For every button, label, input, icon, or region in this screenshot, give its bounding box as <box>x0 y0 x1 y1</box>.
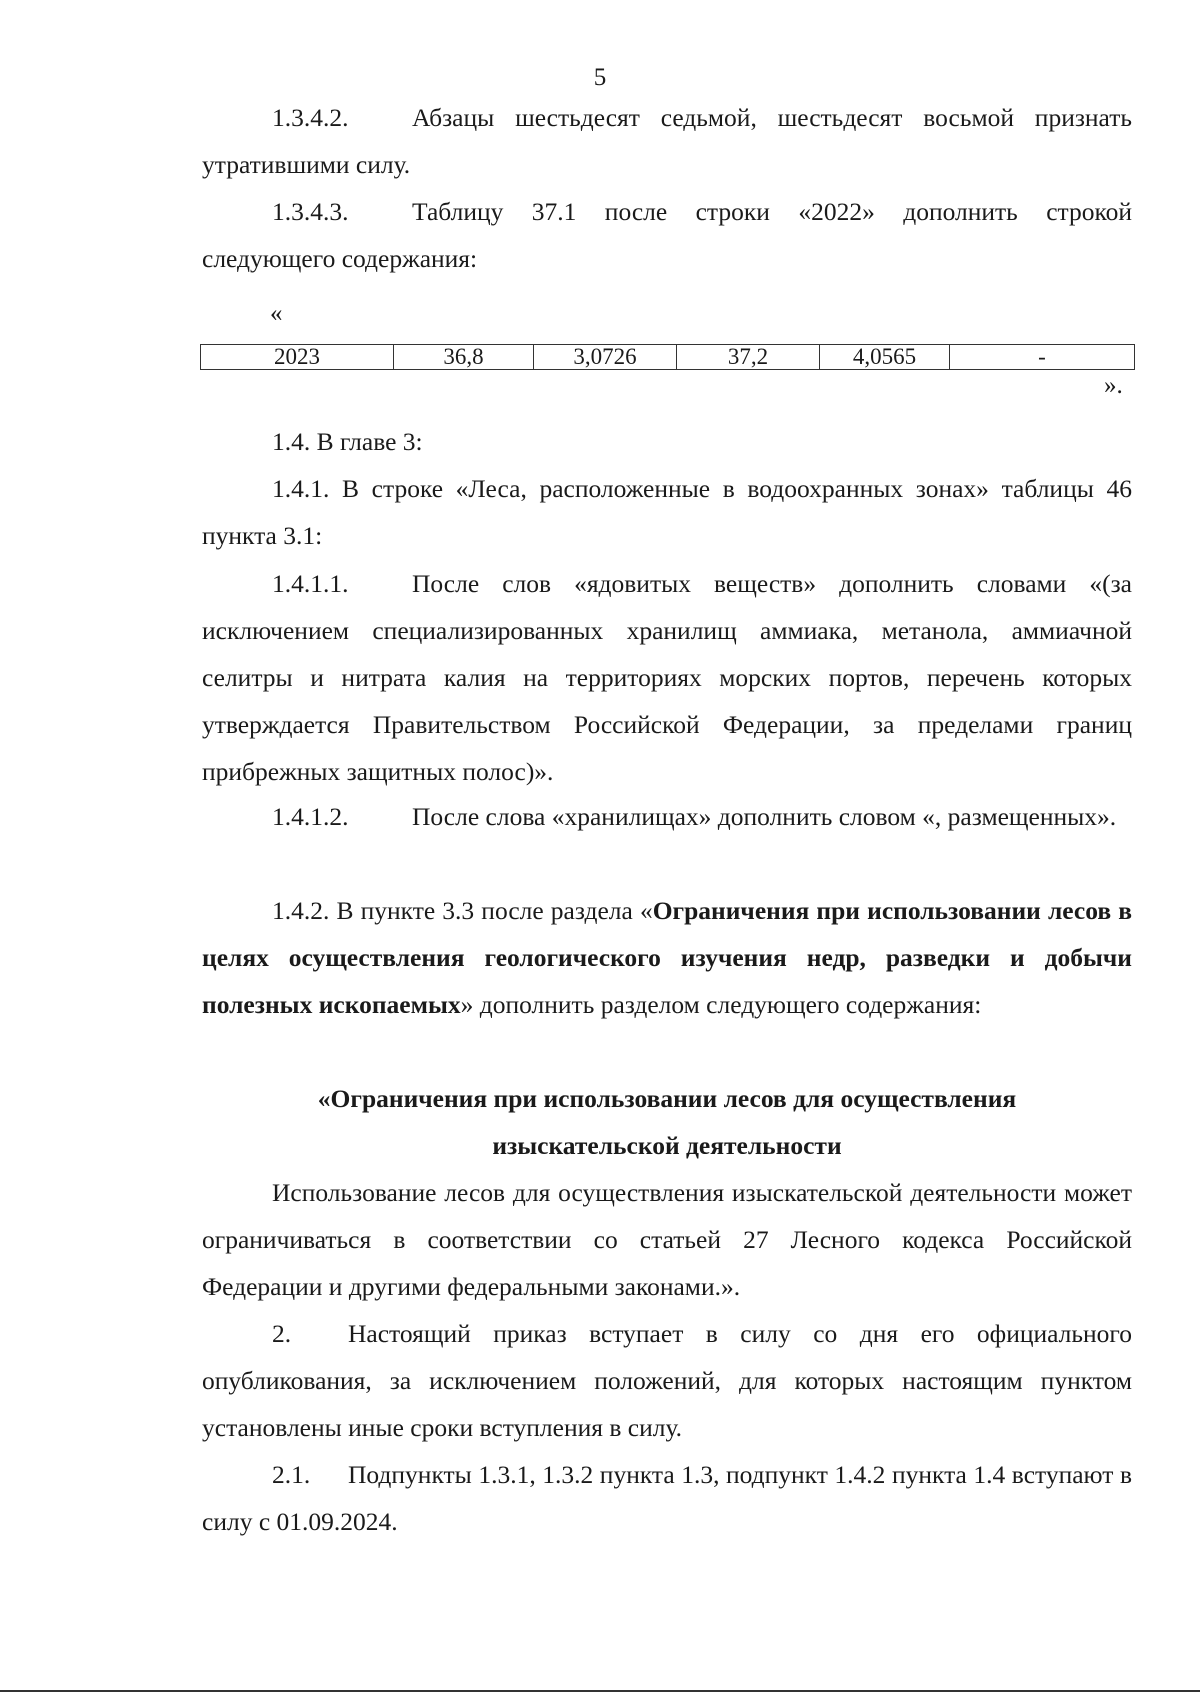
paragraph-text: Настоящий приказ вступает в силу со дня его официального опубликования, за исключением положений, для которых настоящим пунктом установлены иные сроки вступления в силу. <box>202 1319 1132 1442</box>
section-title-bold: Ограничения при использовании лесов в целях осуществления геологического изучения недр, разведки и добычи полезных ископаемых <box>202 896 1132 1019</box>
table-cell: 36,8 <box>394 345 534 370</box>
item-number: 1.3.4.2. <box>272 103 349 132</box>
item-number: 1.4.1.2. <box>272 802 349 831</box>
paragraph-text: Таблицу 37.1 после строки «2022» дополнить строкой следующего содержания: <box>202 197 1132 273</box>
table-cell: - <box>950 345 1135 370</box>
paragraph-text: Абзацы шестьдесят седьмой, шестьдесят восьмой признать утратившими силу. <box>202 103 1132 179</box>
paragraph-1-4-1-1 <box>202 560 1132 795</box>
paragraph-1-3-4-3 <box>202 188 1132 282</box>
paragraph-text: 1.4. В главе 3: <box>272 427 423 456</box>
item-number: 2. <box>272 1319 292 1348</box>
table-row <box>201 345 1135 370</box>
table-cell: 2023 <box>201 345 394 370</box>
paragraph-2-1 <box>202 1451 1132 1545</box>
table-cell: 4,0565 <box>820 345 950 370</box>
paragraph-text: 1.4.1. В строке «Леса, расположенные в водоохранных зонах» таблицы 46 пункта 3.1: <box>202 474 1132 550</box>
paragraph-1-3-4-2 <box>202 94 1132 188</box>
table-cell: 37,2 <box>677 345 820 370</box>
item-number: 1.4.1.1. <box>272 569 349 598</box>
item-number: 1.3.4.3. <box>272 197 349 226</box>
paragraph-2 <box>202 1310 1132 1451</box>
table-cell: 3,0726 <box>534 345 677 370</box>
paragraph-1-4-1 <box>202 465 1132 559</box>
item-number: 2.1. <box>272 1460 311 1489</box>
page-number: 5 <box>593 64 607 91</box>
paragraph-1-4-2 <box>202 887 1132 1028</box>
paragraph-text: Подпункты 1.3.1, 1.3.2 пункта 1.3, подпункт 1.4.2 пункта 1.4 вступают в силу с 01.09.2024. <box>202 1460 1132 1536</box>
paragraph-1-4 <box>202 418 1132 465</box>
heading-line-2: изыскательской деятельности <box>492 1131 842 1160</box>
heading-line-1: «Ограничения при использовании лесов для осуществления <box>317 1084 1017 1113</box>
paragraph-text: » дополнить разделом следующего содержания: <box>460 990 982 1019</box>
paragraph-text: После слова «хранилищах» дополнить словом «, размещенных». <box>412 802 1117 831</box>
section-heading <box>202 1075 1132 1169</box>
paragraph-text: 1.4.2. В пункте 3.3 после раздела « <box>272 896 653 925</box>
paragraph-text: После слов «ядовитых веществ» дополнить словами «(за исключением специализированных хранилищ аммиака, метанола, аммиачной селитры и нитрата калия на территориях морских портов, перечень которых утверждается Правительством Российской Федерации, за пределами границ прибрежных защитных полос)». <box>202 569 1132 786</box>
quote-close: ». <box>1104 372 1123 399</box>
quote-open: « <box>270 300 283 327</box>
paragraph-1-4-1-2 <box>202 793 1132 840</box>
scan-bottom-edge <box>0 1690 1200 1692</box>
inserted-table-row <box>200 344 1135 370</box>
paragraph-section-body <box>202 1169 1132 1310</box>
paragraph-text: Использование лесов для осуществления изыскательской деятельности может ограничиваться в соответствии со статьей 27 Лесного кодекса Российской Федерации и другими федеральными законами.». <box>202 1178 1132 1301</box>
